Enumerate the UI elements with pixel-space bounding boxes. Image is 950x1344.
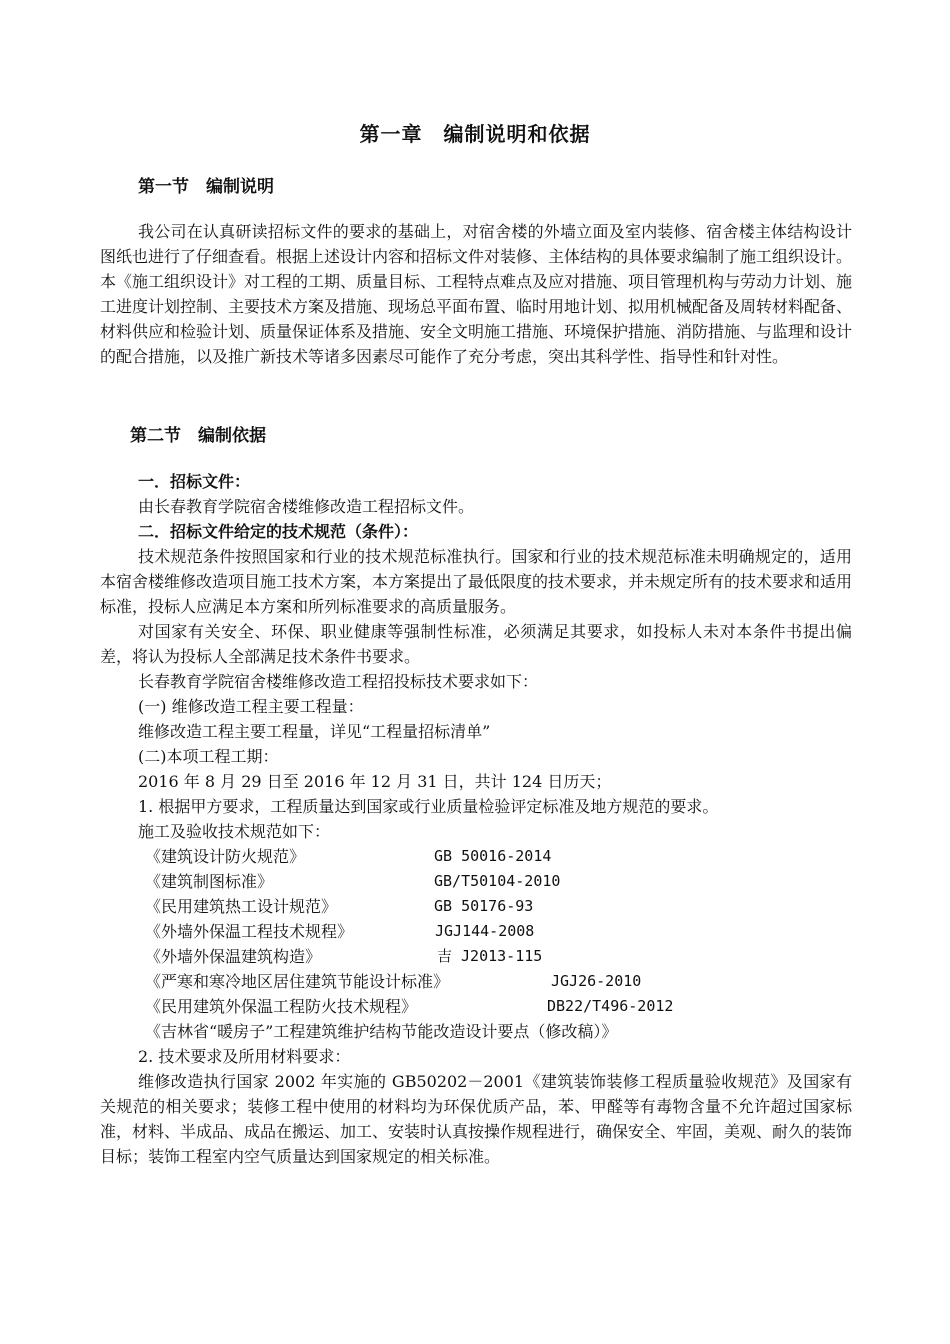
standard-code: GB 50016-2014 [434, 847, 552, 865]
standard-name: 《民用建筑热工设计规范》 [145, 897, 338, 916]
standard-code: GB/T50104-2010 [434, 872, 561, 890]
material-paragraph: 维修改造执行国家 2002 年实施的 GB50202－2001《建筑装饰装修工程质量验收规范》及国家有关规范的相关要求；装修工程中使用的材料均为环保优质产品，苯、甲醛等有毒物含量不允许超过国家标准，材料、半成品、成品在搬运、加工、安装时认真按操作规程进行，确保安全、牢固，美观、耐久的装饰目标；装饰工程室内空气质量达到国家规定的相关标准。 [100, 1072, 853, 1166]
quality-requirement: 1. 根据甲方要求，工程质量达到国家或行业质量检验评定标准及地方规范的要求。 [138, 797, 719, 816]
section-title-1: 第一节 编制说明 [138, 177, 274, 197]
standard-name: 《吉林省“暖房子”工程建筑维护结构节能改造设计要点（修改稿）》 [145, 1022, 618, 1041]
material-heading: 2. 技术要求及所用材料要求： [138, 1047, 351, 1066]
subitem-2-heading: (二)本项工程工期： [138, 747, 279, 766]
standard-code: JGJ144-2008 [435, 922, 535, 940]
standard-code: JGJ26-2010 [551, 972, 642, 990]
requirements-intro: 长春教育学院宿舍楼维修改造工程招投标技术要求如下： [138, 672, 539, 691]
item2-heading: 二．招标文件给定的技术规范（条件）： [138, 522, 419, 541]
subitem-1-heading: (一) 维修改造工程主要工程量： [138, 697, 364, 716]
standards-intro: 施工及验收技术规范如下： [138, 822, 331, 841]
subitem-1-text: 维修改造工程主要工程量，详见“工程量招标清单” [138, 722, 491, 741]
item1-text: 由长春教育学院宿舍楼维修改造工程招标文件。 [138, 497, 475, 516]
standard-name: 《外墙外保温工程技术规程》 [145, 922, 354, 941]
section1-paragraph: 我公司在认真研读招标文件的要求的基础上，对宿舍楼的外墙立面及室内装修、宿舍楼主体结构设计图纸也进行了仔细查看。根据上述设计内容和招标文件对装修、主体结构的具体要求编制了施工组织设计。本《施工组织设计》对工程的工期、质量目标、工程特点难点及应对措施、项目管理机构与劳动力计划、施工进度计划控制、主要技术方案及措施、现场总平面布置、临时用地计划、拟用机械配备及周转材料配备、材料供应和检验计划、质量保证体系及措施、安全文明施工措施、环境保护措施、消防措施、与监理和设计的配合措施，以及推广新技术等诸多因素尽可能作了充分考虑，突出其科学性、指导性和针对性。 [100, 222, 853, 366]
standard-name: 《严寒和寒冷地区居住建筑节能设计标准》 [145, 972, 450, 991]
standard-name: 《建筑制图标准》 [145, 872, 274, 891]
standard-code: GB 50176-93 [434, 897, 534, 915]
standard-name: 《外墙外保温建筑构造》 [145, 947, 322, 966]
standard-name: 《民用建筑外保温工程防火技术规程》 [145, 997, 418, 1016]
standard-code: 吉 J2013-115 [437, 947, 543, 965]
standard-name: 《建筑设计防火规范》 [145, 847, 306, 866]
standard-code: DB22/T496-2012 [547, 997, 674, 1015]
section-title-2: 第二节 编制依据 [130, 426, 266, 446]
construction-period: 2016 年 8 月 29 日至 2016 年 12 月 31 日，共计 124 日历天； [138, 772, 612, 791]
tech-spec-paragraph: 技术规范条件按照国家和行业的技术规范标准执行。国家和行业的技术规范标准未明确规定的，适用本宿舍楼维修改造项目施工技术方案，本方案提出了最低限度的技术要求，并未规定所有的技术要求和适用标准，投标人应满足本方案和所列标准要求的高质量服务。 [100, 547, 853, 616]
item1-heading: 一．招标文件： [138, 472, 251, 491]
chapter-title: 第一章 编制说明和依据 [359, 122, 591, 146]
safety-paragraph: 对国家有关安全、环保、职业健康等强制性标准，必须满足其要求，如投标人未对本条件书提出偏差，将认为投标人全部满足技术条件书要求。 [100, 622, 852, 666]
